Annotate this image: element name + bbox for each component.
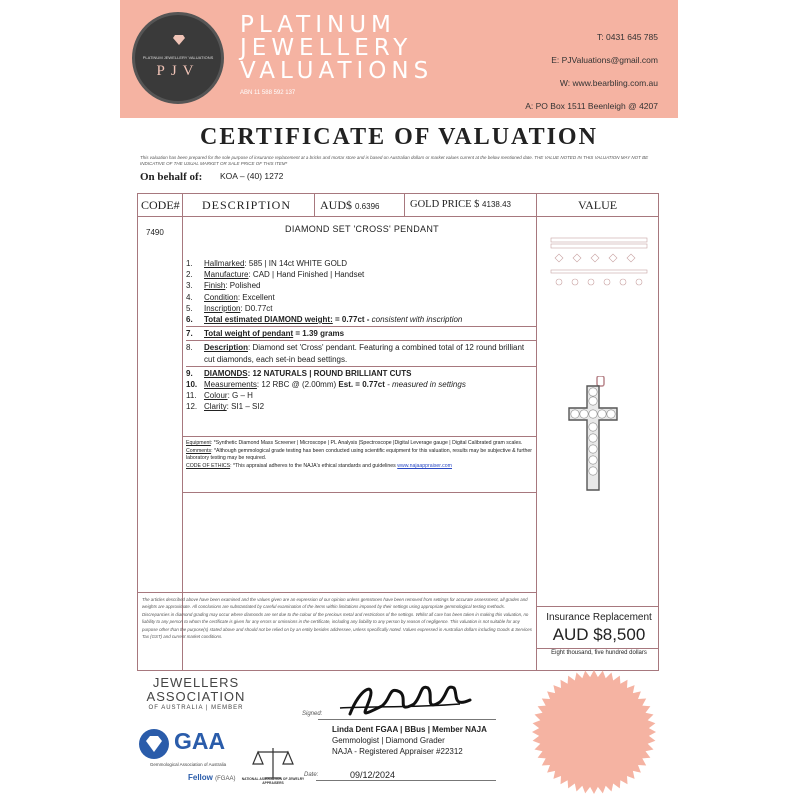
insurance-label: Insurance Replacement bbox=[546, 612, 652, 623]
comments-note: Comments: *Although gemmological grade testing has been conducted using scientific equipment for this valuation, results may be subjective & further laboratory testing may be required. bbox=[186, 447, 533, 462]
signature bbox=[330, 678, 480, 722]
gaa-emblem-icon bbox=[138, 728, 170, 760]
grader-details bbox=[332, 724, 487, 757]
certificate-page bbox=[120, 0, 678, 800]
grader-role: Gemmologist | Diamond Grader bbox=[332, 736, 445, 745]
diamond-icon bbox=[173, 35, 185, 45]
notes-block bbox=[186, 440, 536, 470]
gold-value: 4138.43 bbox=[482, 200, 511, 209]
certificate-title: CERTIFICATE OF VALUATION bbox=[200, 124, 598, 150]
list-item: 3. Finish: Polished bbox=[186, 281, 261, 291]
header-banner bbox=[120, 0, 678, 118]
list-item: 6. Total estimated DIAMOND weight: = 0.77ct - consistent with inscription bbox=[186, 315, 463, 325]
pjv-logo bbox=[132, 12, 224, 104]
list-item: 11. Colour: G – H bbox=[186, 391, 253, 401]
col-header-aud bbox=[320, 194, 379, 216]
grader-name: Linda Dent FGAA | BBus | Member NAJA bbox=[332, 725, 487, 734]
signed-label: Signed: bbox=[302, 711, 323, 717]
brand-line: VALUATIONS bbox=[240, 58, 434, 84]
insurance-amount: AUD $8,500 bbox=[552, 625, 646, 644]
abn-number: ABN 11 588 592 137 bbox=[240, 90, 296, 96]
list-item: 5. Inscription: D0.77ct bbox=[186, 303, 273, 313]
on-behalf-of bbox=[140, 171, 284, 183]
item-list bbox=[186, 258, 536, 413]
col-header-gold-price bbox=[410, 194, 511, 216]
column-divider bbox=[314, 194, 315, 216]
notes-bottom-divider bbox=[182, 492, 536, 493]
list-item: 10. Measurements: 12 RBC @ (2.00mm) Est. = 0.77ct - measured in settings bbox=[186, 380, 466, 390]
insurance-divider bbox=[536, 606, 658, 607]
grading-scale-graphic bbox=[549, 230, 649, 294]
logo-small-text: PLATINUM JEWELLERY VALUATIONS bbox=[142, 55, 214, 60]
list-item: 12. Clarity: SI1 – SI2 bbox=[186, 402, 265, 412]
certificate-seal-icon bbox=[530, 668, 658, 796]
list-item: 2. Manufacture: CAD | Hand Finished | Handset bbox=[186, 270, 365, 280]
equipment-note: Equipment: *Synthetic Diamond Mass Screener | Microscope | PL Analysis |Spectroscope |Digital Leverage gauge | Digital Calibrated gram scales. bbox=[186, 440, 523, 446]
contact-block bbox=[525, 26, 658, 118]
grader-registration: NAJA - Registered Appraiser #22312 bbox=[332, 747, 463, 756]
brand-name bbox=[240, 14, 433, 83]
brand-line: JEWELLERY bbox=[240, 35, 413, 61]
logo-initials: PJV bbox=[156, 63, 200, 79]
address: A: PO Box 1511 Beenleigh @ 4207 bbox=[525, 101, 658, 111]
cross-pendant-image bbox=[563, 376, 623, 492]
certificate-date: 09/12/2024 bbox=[350, 770, 396, 780]
email: E: PJValuations@gmail.com bbox=[551, 55, 658, 65]
phone: T: 0431 645 785 bbox=[597, 32, 658, 42]
naja-text: NATIONAL ASSOCIATION OF JEWELRY APPRAISERS bbox=[241, 777, 305, 785]
gaa-logo: GAA Gemmological Association of Australia Fellow (FGAA) bbox=[138, 728, 238, 776]
insurance-replacement bbox=[540, 612, 658, 656]
valuation-table bbox=[137, 193, 659, 671]
item-code: 7490 bbox=[146, 228, 164, 237]
date-line bbox=[316, 780, 496, 781]
col-header-description: DESCRIPTION bbox=[202, 198, 292, 212]
disclaimer-divider bbox=[138, 592, 536, 593]
col-header-value: VALUE bbox=[578, 198, 618, 212]
list-item: 7. Total weight of pendant = 1.39 grams bbox=[186, 326, 536, 339]
ethics-note: CODE OF ETHICS: *This appraisal adheres to the NAJA's ethical standards and guidelines www.najaappraiser.com bbox=[186, 462, 452, 469]
on-behalf-value: KOA – (40) 1272 bbox=[220, 171, 284, 181]
column-divider bbox=[404, 194, 405, 216]
list-item: 1. Hallmarked: 585 | IN 14ct WHITE GOLD bbox=[186, 259, 348, 268]
disclaimer-text: The articles described above have been examined and the values given are an expression of our opinion unless gemstones have been removed from settings for accurate assessment, all grades and weights are approximate. All conclusions are substantiated by careful examination of the items within limitations imposed by their settings using appropriate gemmological testing methods. Discrepancies in diamond grading may occur where diamonds are set due to the colour of the precious metal and restrictions of the settings. Whilst all care has been taken in making this valuation, no liability to any person to whom the certificate is given for any errors or omissions in the certificate, including any liability to any person by reason of negligence. This valuation is not suitable for any purpose other than the purpose(s) stated above and should not be relied on by an entity besides addressee, unless specifically noted. Values expressed in Australian dollars including Goods & Services Tax (GST) and current market conditions. bbox=[142, 597, 532, 640]
jewellers-association-logo: JEWELLERS ASSOCIATION OF AUSTRALIA | MEMBER bbox=[146, 675, 246, 711]
product-title: DIAMOND SET 'CROSS' PENDANT bbox=[285, 224, 439, 234]
website: W: www.bearbling.com.au bbox=[559, 78, 658, 88]
intro-text: This valuation has been prepared for the sole purpose of insurance replacement at a bricks and mortar store and is based on Australian dollars or market values current at the below mentioned date. THE VALUE NOTED IN THIS VALUATION MAY NOT BE INDICATIVE OF THE USUAL MARKET OR SALE PRICE OF THIS ITEM* bbox=[140, 155, 649, 166]
header-divider bbox=[138, 216, 658, 217]
naja-link[interactable]: www.najaappraiser.com bbox=[397, 462, 452, 469]
list-item: 4. Condition: Excellent bbox=[186, 292, 275, 302]
signature-line bbox=[318, 719, 496, 720]
brand-line: PLATINUM bbox=[240, 12, 396, 38]
col-header-code: CODE# bbox=[141, 198, 180, 212]
column-divider bbox=[536, 194, 537, 670]
date-label: Date: bbox=[304, 772, 319, 778]
list-item: 9. DIAMONDS: 12 NATURALS | ROUND BRILLIANT CUTS bbox=[186, 366, 536, 379]
aud-value: 0.6396 bbox=[355, 202, 380, 211]
list-item: 8. Description: Diamond set 'Cross' pendant. Featuring a combined total of 12 round brilliant cut diamonds, each set-in bead settings. bbox=[186, 340, 536, 364]
aud-label: AUD$ bbox=[320, 198, 352, 212]
insurance-words: Eight thousand, five hundred dollars bbox=[551, 650, 647, 656]
gold-label: GOLD PRICE $ bbox=[410, 199, 480, 210]
on-behalf-label: On behalf of: bbox=[140, 171, 203, 183]
items-divider bbox=[182, 436, 536, 437]
